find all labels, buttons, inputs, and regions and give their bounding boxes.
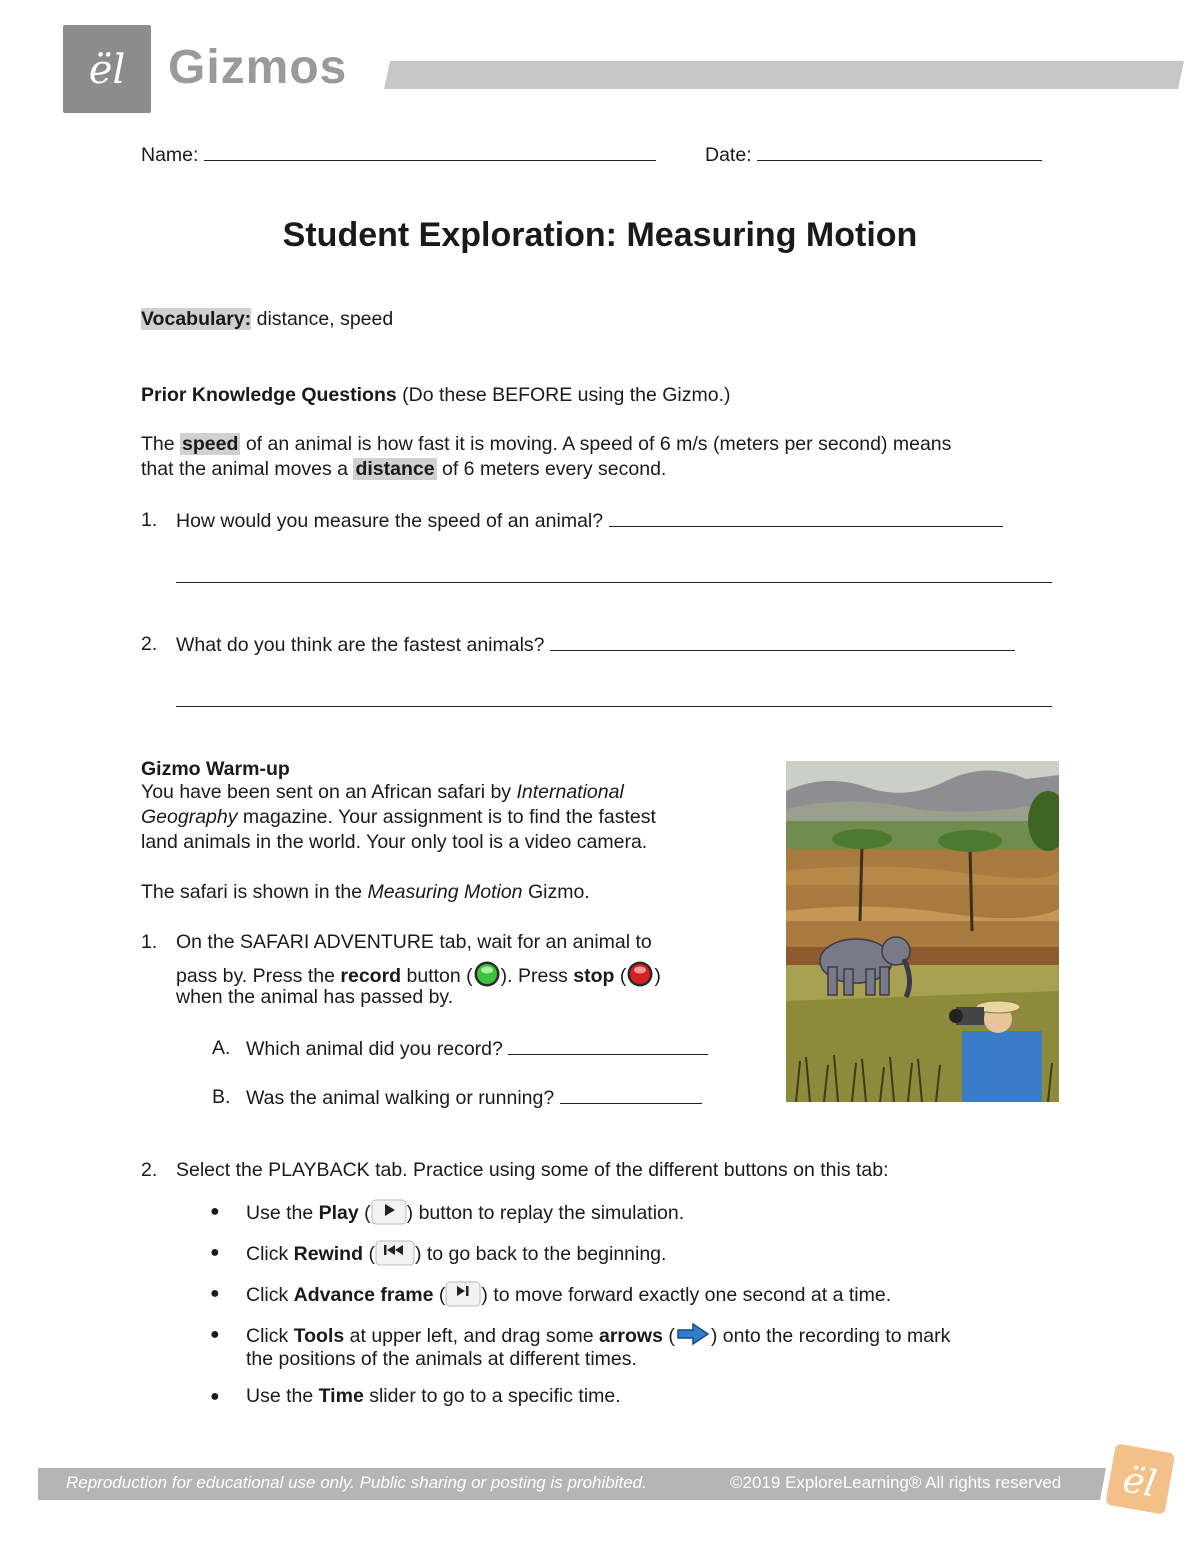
text: Use the <box>246 1202 314 1224</box>
vocabulary <box>141 307 393 332</box>
text: ( <box>368 1243 375 1265</box>
warmup-line4 <box>141 880 590 905</box>
safari-illustration <box>786 761 1059 1102</box>
record-term: record <box>340 965 402 987</box>
text: You have been sent on an African safari by <box>141 781 512 803</box>
text: ). Press <box>500 965 568 987</box>
answer-blank <box>550 632 1015 651</box>
date-blank <box>757 142 1042 161</box>
advance-frame-term: Advance frame <box>293 1284 434 1306</box>
prior-paragraph-line1 <box>141 432 951 457</box>
text: button ( <box>406 965 473 987</box>
warmup-line1 <box>141 780 624 805</box>
question-text: How would you measure the speed of an animal? <box>176 510 604 532</box>
name-label: Name: <box>141 144 199 166</box>
step-1-line1: On the SAFARI ADVENTURE tab, wait for an animal to <box>176 931 652 953</box>
footer-copyright: ©2019 ExploreLearning® All rights reserved <box>730 1473 1062 1492</box>
text: pass by. Press the <box>176 965 335 987</box>
question-1 <box>176 508 1003 534</box>
warmup-line2 <box>141 805 656 830</box>
magazine-name: Geography <box>141 806 238 828</box>
advance-frame-icon <box>445 1281 481 1314</box>
sub-letter: A. <box>212 1037 231 1059</box>
bullet-icon: ● <box>210 1326 220 1343</box>
step-2: Select the PLAYBACK tab. Practice using some of the different buttons on this tab: <box>176 1159 889 1181</box>
step-number: 1. <box>141 931 158 953</box>
explorelearning-footer-logo <box>1100 1440 1180 1520</box>
text: ) <box>654 965 661 987</box>
question-number: 1. <box>141 509 158 531</box>
svg-text:ël: ël <box>88 47 126 93</box>
prior-note: (Do these BEFORE using the Gizmo.) <box>402 384 731 406</box>
text: Click <box>246 1284 289 1306</box>
text: ( <box>438 1284 446 1306</box>
bullet-icon: ● <box>210 1203 220 1220</box>
answer-blank <box>560 1085 702 1104</box>
record-button-icon <box>473 960 501 995</box>
text: ) button to replay the simulation. <box>406 1202 685 1224</box>
rewind-term: Rewind <box>293 1243 364 1265</box>
prior-heading: Prior Knowledge Questions <box>141 384 397 406</box>
header-bar <box>384 61 1184 89</box>
answer-blank <box>508 1036 708 1055</box>
prior-paragraph-line2 <box>141 457 666 482</box>
question-number: 2. <box>141 633 158 655</box>
play-term: Play <box>318 1202 359 1224</box>
bullet-icon: ● <box>210 1388 220 1405</box>
text: The safari is shown in the <box>141 881 363 903</box>
distance-term: distance <box>355 458 435 480</box>
vocabulary-label: Vocabulary: <box>141 308 252 330</box>
gizmo-name: Measuring Motion <box>367 881 523 903</box>
sub-letter: B. <box>212 1086 231 1108</box>
bullet-tools-line2: the positions of the animals at different times. <box>246 1348 637 1370</box>
tools-term: Tools <box>293 1325 345 1347</box>
question-text: What do you think are the fastest animals? <box>176 634 545 656</box>
vocabulary-terms: distance, speed <box>256 308 394 330</box>
text: Click <box>246 1325 289 1347</box>
date-label: Date: <box>705 144 752 166</box>
date-field <box>705 142 1042 168</box>
svg-text:ël: ël <box>1119 1459 1160 1506</box>
answer-line <box>176 706 1052 707</box>
bullet-time <box>246 1384 621 1409</box>
text: ) to move forward exactly one second at a time. <box>481 1284 892 1306</box>
warmup-heading: Gizmo Warm-up <box>141 758 290 780</box>
bullet-icon: ● <box>210 1285 220 1302</box>
answer-blank <box>609 508 1003 527</box>
name-blank <box>204 142 656 161</box>
text: Use the <box>246 1385 314 1407</box>
footer-disclaimer: Reproduction for educational use only. Public sharing or posting is prohibited. <box>66 1473 647 1492</box>
text: ( <box>619 965 627 987</box>
bullet-play <box>246 1199 684 1232</box>
text: ) onto the recording to mark <box>710 1325 951 1347</box>
bullet-advance-frame <box>246 1281 891 1314</box>
page-title: Student Exploration: Measuring Motion <box>282 216 918 254</box>
name-field <box>141 142 656 168</box>
stop-button-icon <box>626 960 654 995</box>
question-2 <box>176 632 1015 658</box>
question-text: Was the animal walking or running? <box>246 1087 555 1109</box>
text: of an animal is how fast it is moving. A speed of 6 m/s (meters per second) means <box>245 433 952 455</box>
rewind-icon <box>375 1240 415 1273</box>
text: at upper left, and drag some <box>349 1325 594 1347</box>
warmup-line3: land animals in the world. Your only tool is a video camera. <box>141 831 648 853</box>
text: slider to go to a specific time. <box>369 1385 621 1407</box>
arrow-tool-icon <box>675 1322 711 1355</box>
speed-term: speed <box>182 433 239 455</box>
text: ( <box>668 1325 675 1347</box>
answer-line <box>176 582 1052 583</box>
arrows-term: arrows <box>598 1325 663 1347</box>
text: of 6 meters every second. <box>442 458 667 480</box>
text: Gizmo. <box>527 881 590 903</box>
bullet-rewind <box>246 1240 666 1273</box>
question-a <box>246 1036 708 1062</box>
question-b <box>246 1085 702 1111</box>
question-text: Which animal did you record? <box>246 1038 503 1060</box>
bullet-icon: ● <box>210 1244 220 1261</box>
text: Click <box>246 1243 289 1265</box>
gizmos-brand: Gizmos <box>168 41 348 94</box>
prior-knowledge-heading <box>141 383 731 408</box>
step-1-line3: when the animal has passed by. <box>176 986 454 1008</box>
text: The <box>141 433 175 455</box>
play-icon <box>371 1199 407 1232</box>
text: that the animal moves a <box>141 458 349 480</box>
text: magazine. Your assignment is to find the fastest <box>242 806 656 828</box>
step-number: 2. <box>141 1159 158 1181</box>
text: ( <box>364 1202 371 1224</box>
magazine-name: International <box>516 781 624 803</box>
text: ) to go back to the beginning. <box>414 1243 667 1265</box>
explorelearning-logo <box>63 25 151 113</box>
stop-term: stop <box>573 965 615 987</box>
time-term: Time <box>318 1385 364 1407</box>
